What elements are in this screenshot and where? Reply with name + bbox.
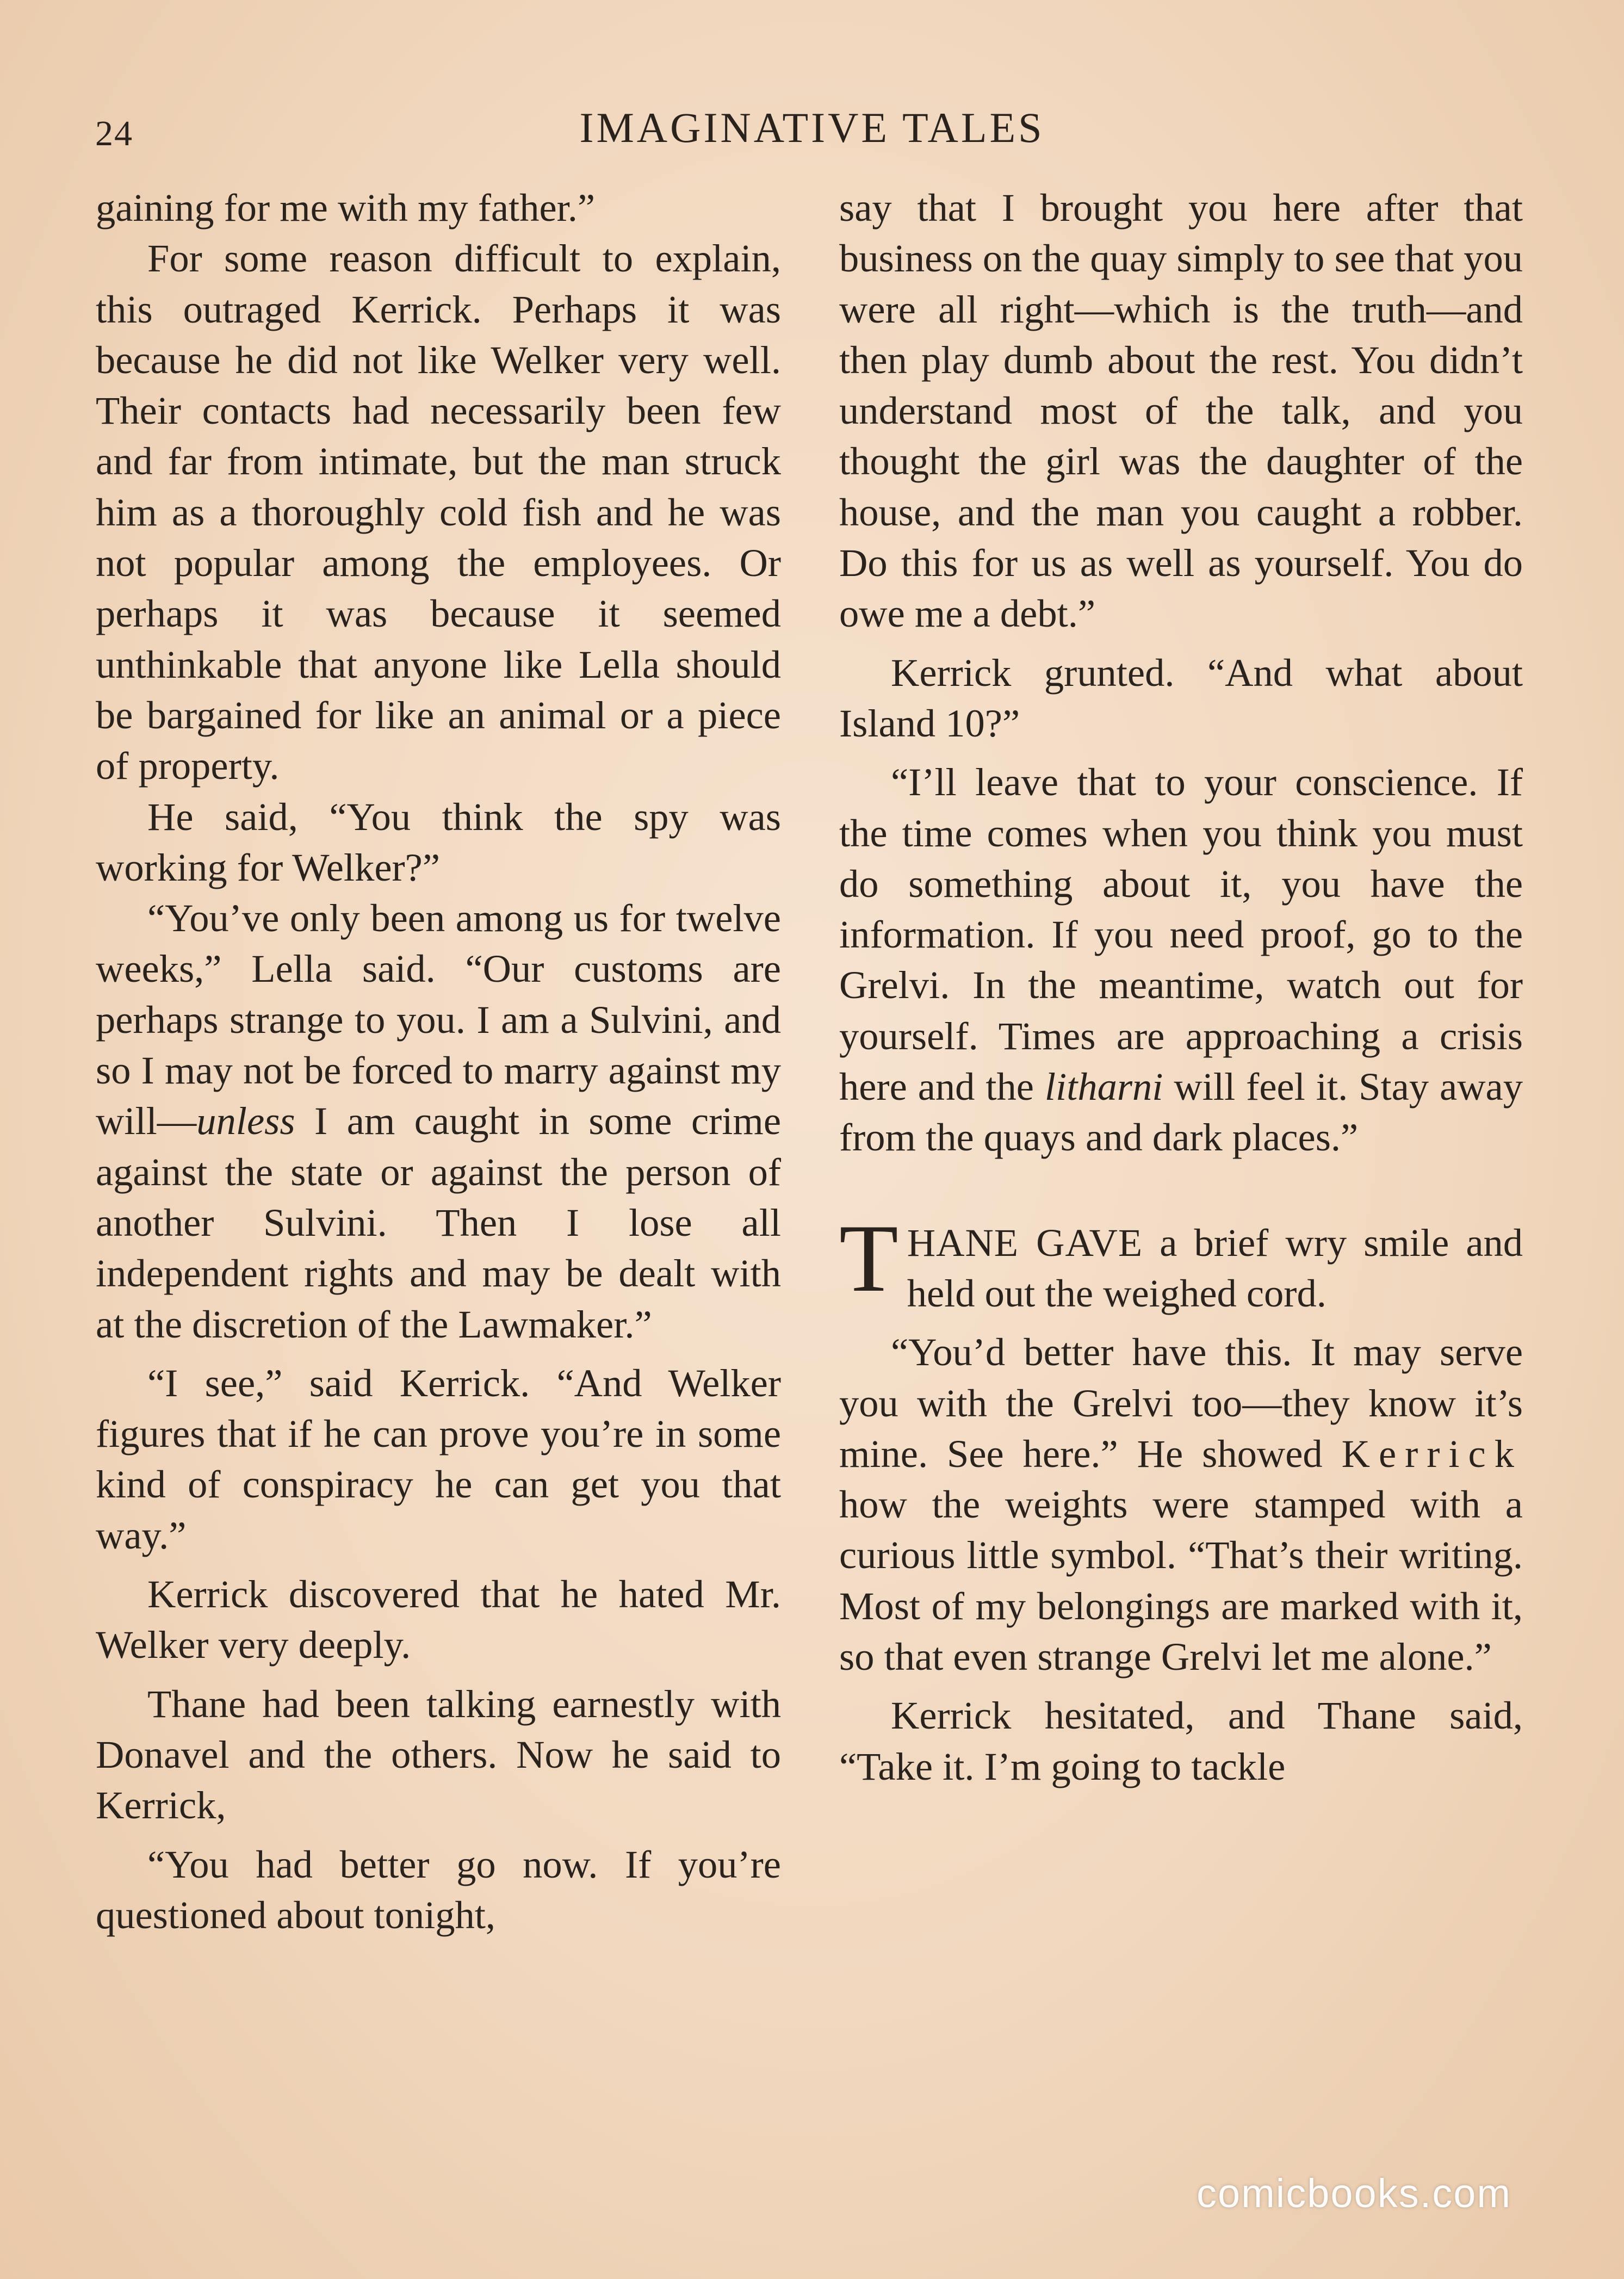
paragraph: Kerrick discovered that he hated Mr. Welker very deeply.	[96, 1572, 781, 1667]
paragraph: “I see,” said Kerrick. “And Welker figures that if he can prove you’re in some kind of conspiracy he can get you that way.”	[96, 1360, 781, 1557]
running-head: IMAGINATIVE TALES	[579, 104, 1045, 151]
section-opening-paragraph	[839, 1204, 1523, 1319]
paragraph	[839, 757, 1523, 1162]
paragraph: Kerrick hesitated, and Thane said, “Take it. I’m going to tackle	[839, 1693, 1523, 1788]
paragraph: He said, “You think the spy was working for Welker?”	[96, 794, 781, 889]
paragraph: Kerrick grunted. “And what about Island 10?”	[839, 650, 1523, 745]
paragraph-text: “You’d better have this. It may serve you with the Grelvi too—they know it’s mine. See here.”	[839, 1330, 1523, 1476]
paragraph	[839, 1327, 1523, 1682]
paragraph-text: will feel it. Stay away from the quays and dark places.”	[839, 1064, 1523, 1160]
paragraph: gaining for me with my father.”	[96, 185, 596, 230]
italic-text: unless	[196, 1099, 295, 1143]
page-header	[0, 103, 1624, 158]
paragraph: “You had better go now. If you’re questioned about tonight,	[96, 1842, 781, 1937]
paragraph-text: how the weights were stamped with a curious little symbol. “That’s their writing. Most of my belongings are marked with it, so that even strange Grelvi let me alone.”	[839, 1482, 1523, 1679]
paragraph: Thane had been talking earnestly with Donavel and the others. Now he said to Kerrick,	[96, 1681, 781, 1828]
small-caps-lead: HANE GAVE	[907, 1220, 1143, 1265]
paragraph-text: I am caught in some crime against the state or against the person of another Sulvini. Then I lose all independent rights and may be dealt with at the discretion of the Lawmaker.”	[96, 1099, 781, 1346]
paragraph-text: “I’ll leave that to your conscience. If the time comes when you think you must do something about it, you have the information. If you need proof, go to the Grelvi. In the meantime, watch out for yourself. Times are approaching a crisis here and the	[839, 760, 1523, 1109]
left-column	[96, 182, 781, 1940]
paragraph: say that I brought you here after that business on the quay simply to see that you were all right—which is the truth—and then play dumb about the rest. You didn’t understand most of the talk, and you thought the girl was the daughter of the house, and the man you caught a robber. Do this for us as well as yourself. You do owe me a debt.”	[839, 185, 1523, 636]
drop-cap: T	[839, 1204, 898, 1312]
paragraph	[96, 893, 781, 1349]
page-number: 24	[95, 114, 133, 153]
paragraph-text: a brief wry smile and held out the weighed cord.	[907, 1220, 1523, 1315]
paragraph: For some reason difficult to explain, this outraged Kerrick. Perhaps it was because he did not like Welker very well. Their contacts had necessarily been few and far from intimate, but the man struck him as a thoroughly cold fish and he was not popular among the employees. Or perhaps it was because it seemed unthinkable that anyone like Lella should be bargained for like an animal or a piece of property.	[96, 236, 781, 788]
paragraph-text: He showed	[1118, 1431, 1342, 1476]
italic-text: litharni	[1044, 1064, 1163, 1109]
letterspaced-name: Kerrick	[1341, 1431, 1523, 1476]
source-watermark: comicbooks.com	[1197, 2171, 1512, 2216]
paragraph-text: “You’ve only been among us for twelve weeks,” Lella said. “Our customs are perhaps strange to you. I am a Sulvini, and so I may not be forced to marry against my will—	[96, 896, 781, 1143]
right-column	[839, 182, 1523, 1792]
